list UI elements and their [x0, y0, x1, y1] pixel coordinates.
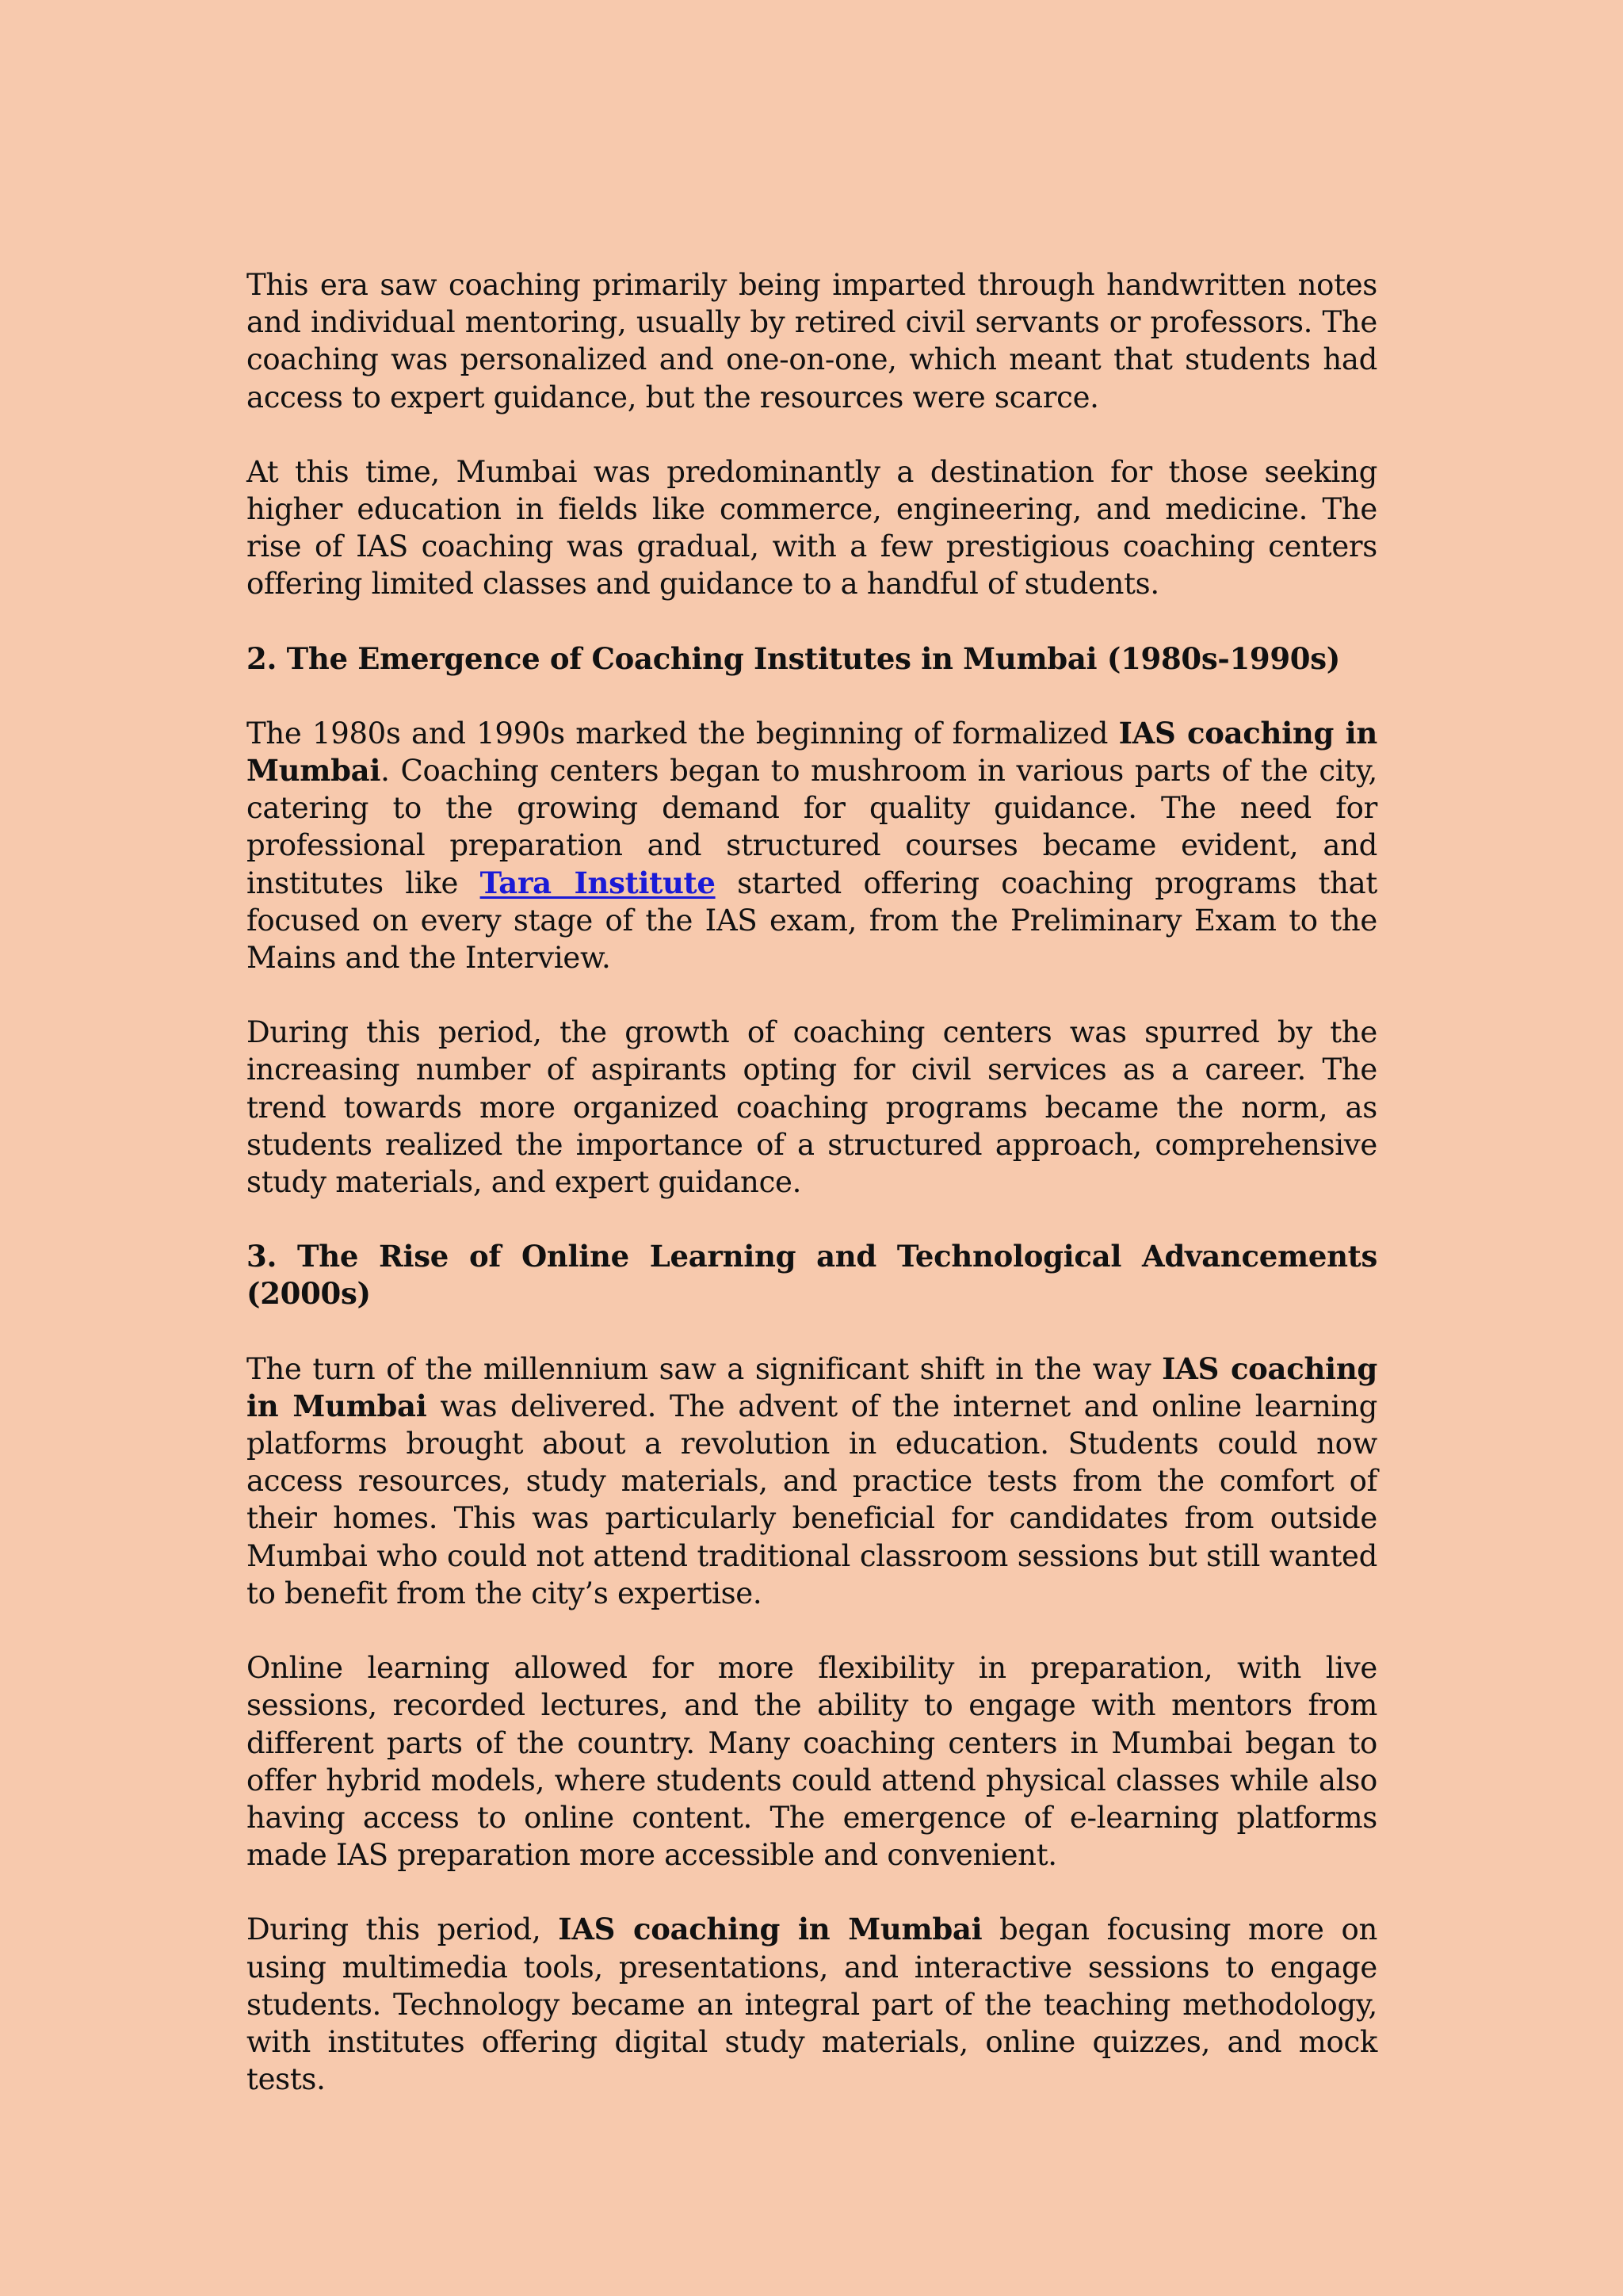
bold-keyword: IAS coaching in Mumbai [558, 1912, 983, 1947]
bold-keyword: IAS coaching in Mumbai [246, 715, 1377, 789]
paragraph-mumbai-destination [246, 453, 1377, 603]
paragraph-formalized-coaching [246, 715, 1377, 976]
paragraph-text: started offering coaching programs that focused on every stage of the IAS exam, from the Preliminary Exam to the Mains and the Interview. [246, 865, 1377, 976]
paragraph-text: The 1980s and 1990s marked the beginning of formalized [246, 716, 1119, 751]
paragraph-text: Online learning allowed for more flexibility in preparation, with live sessions, recorded lectures, and the ability to engage with mentors from different parts of the country. Many coaching centers in Mumbai began to offer hybrid models, where students could attend physical classes while also having access to online content. The emergence of e-learning platforms made IAS preparation more accessible and convenient. [246, 1651, 1377, 1873]
paragraph-text: . Coaching centers began to mushroom in various parts of the city, catering to the growing demand for quality guidance. The need for professional preparation and structured courses became evident, and institutes like [246, 754, 1377, 900]
paragraph-text: During this period, [246, 1912, 559, 1947]
section-heading-emergence: 2. The Emergence of Coaching Institutes in Mumbai (1980s-1990s) [246, 640, 1340, 676]
paragraph-text: During this period, the growth of coaching centers was spurred by the increasing number of aspirants opting for civil services as a career. The trend towards more organized coaching programs became the norm, as students realized the importance of a structured approach, comprehensive study materials, and expert guidance. [246, 1015, 1377, 1200]
paragraph-text: was delivered. The advent of the internet and online learning platforms brought about a revolution in education. Students could now access resources, study materials, and practice tests from the comfort of their homes. This was particularly beneficial for candidates from outside Mumbai who could not attend traditional classroom sessions but still wanted to benefit from the city’s expertise. [246, 1389, 1378, 1610]
section-heading-online-learning: 3. The Rise of Online Learning and Technological Advancements (2000s) [246, 1239, 1377, 1312]
paragraph-text: At this time, Mumbai was predominantly a destination for those seeking higher education in fields like commerce, engineering, and medicine. The rise of IAS coaching was gradual, with a few prestigious coaching centers offering limited classes and guidance to a handful of students. [246, 454, 1377, 602]
paragraph-text: This era saw coaching primarily being imparted through handwritten notes and individual mentoring, usually by retired civil servants or professors. The coaching was personalized and one-on-one, which meant that students had access to expert guidance, but the resources were scarce. [246, 268, 1377, 415]
paragraph-era-coaching [246, 266, 1377, 416]
paragraph-text: The turn of the millennium saw a significant shift in the way [246, 1351, 1163, 1386]
tara-institute-link[interactable]: Tara Institute [479, 865, 716, 900]
paragraph-online-flexibility [246, 1649, 1377, 1874]
paragraph-growth-period [246, 1014, 1377, 1201]
paragraph-millennium-shift [246, 1350, 1377, 1612]
document-page [246, 266, 1377, 2135]
paragraph-multimedia-tools [246, 1911, 1377, 2098]
bold-keyword: IAS coaching in Mumbai [246, 1350, 1377, 1423]
paragraph-text: began focusing more on using multimedia tools, presentations, and interactive sessions to engage students. Technology became an integral part of the teaching methodology, with institutes offering digital study materials, online quizzes, and mock tests. [246, 1912, 1377, 2097]
